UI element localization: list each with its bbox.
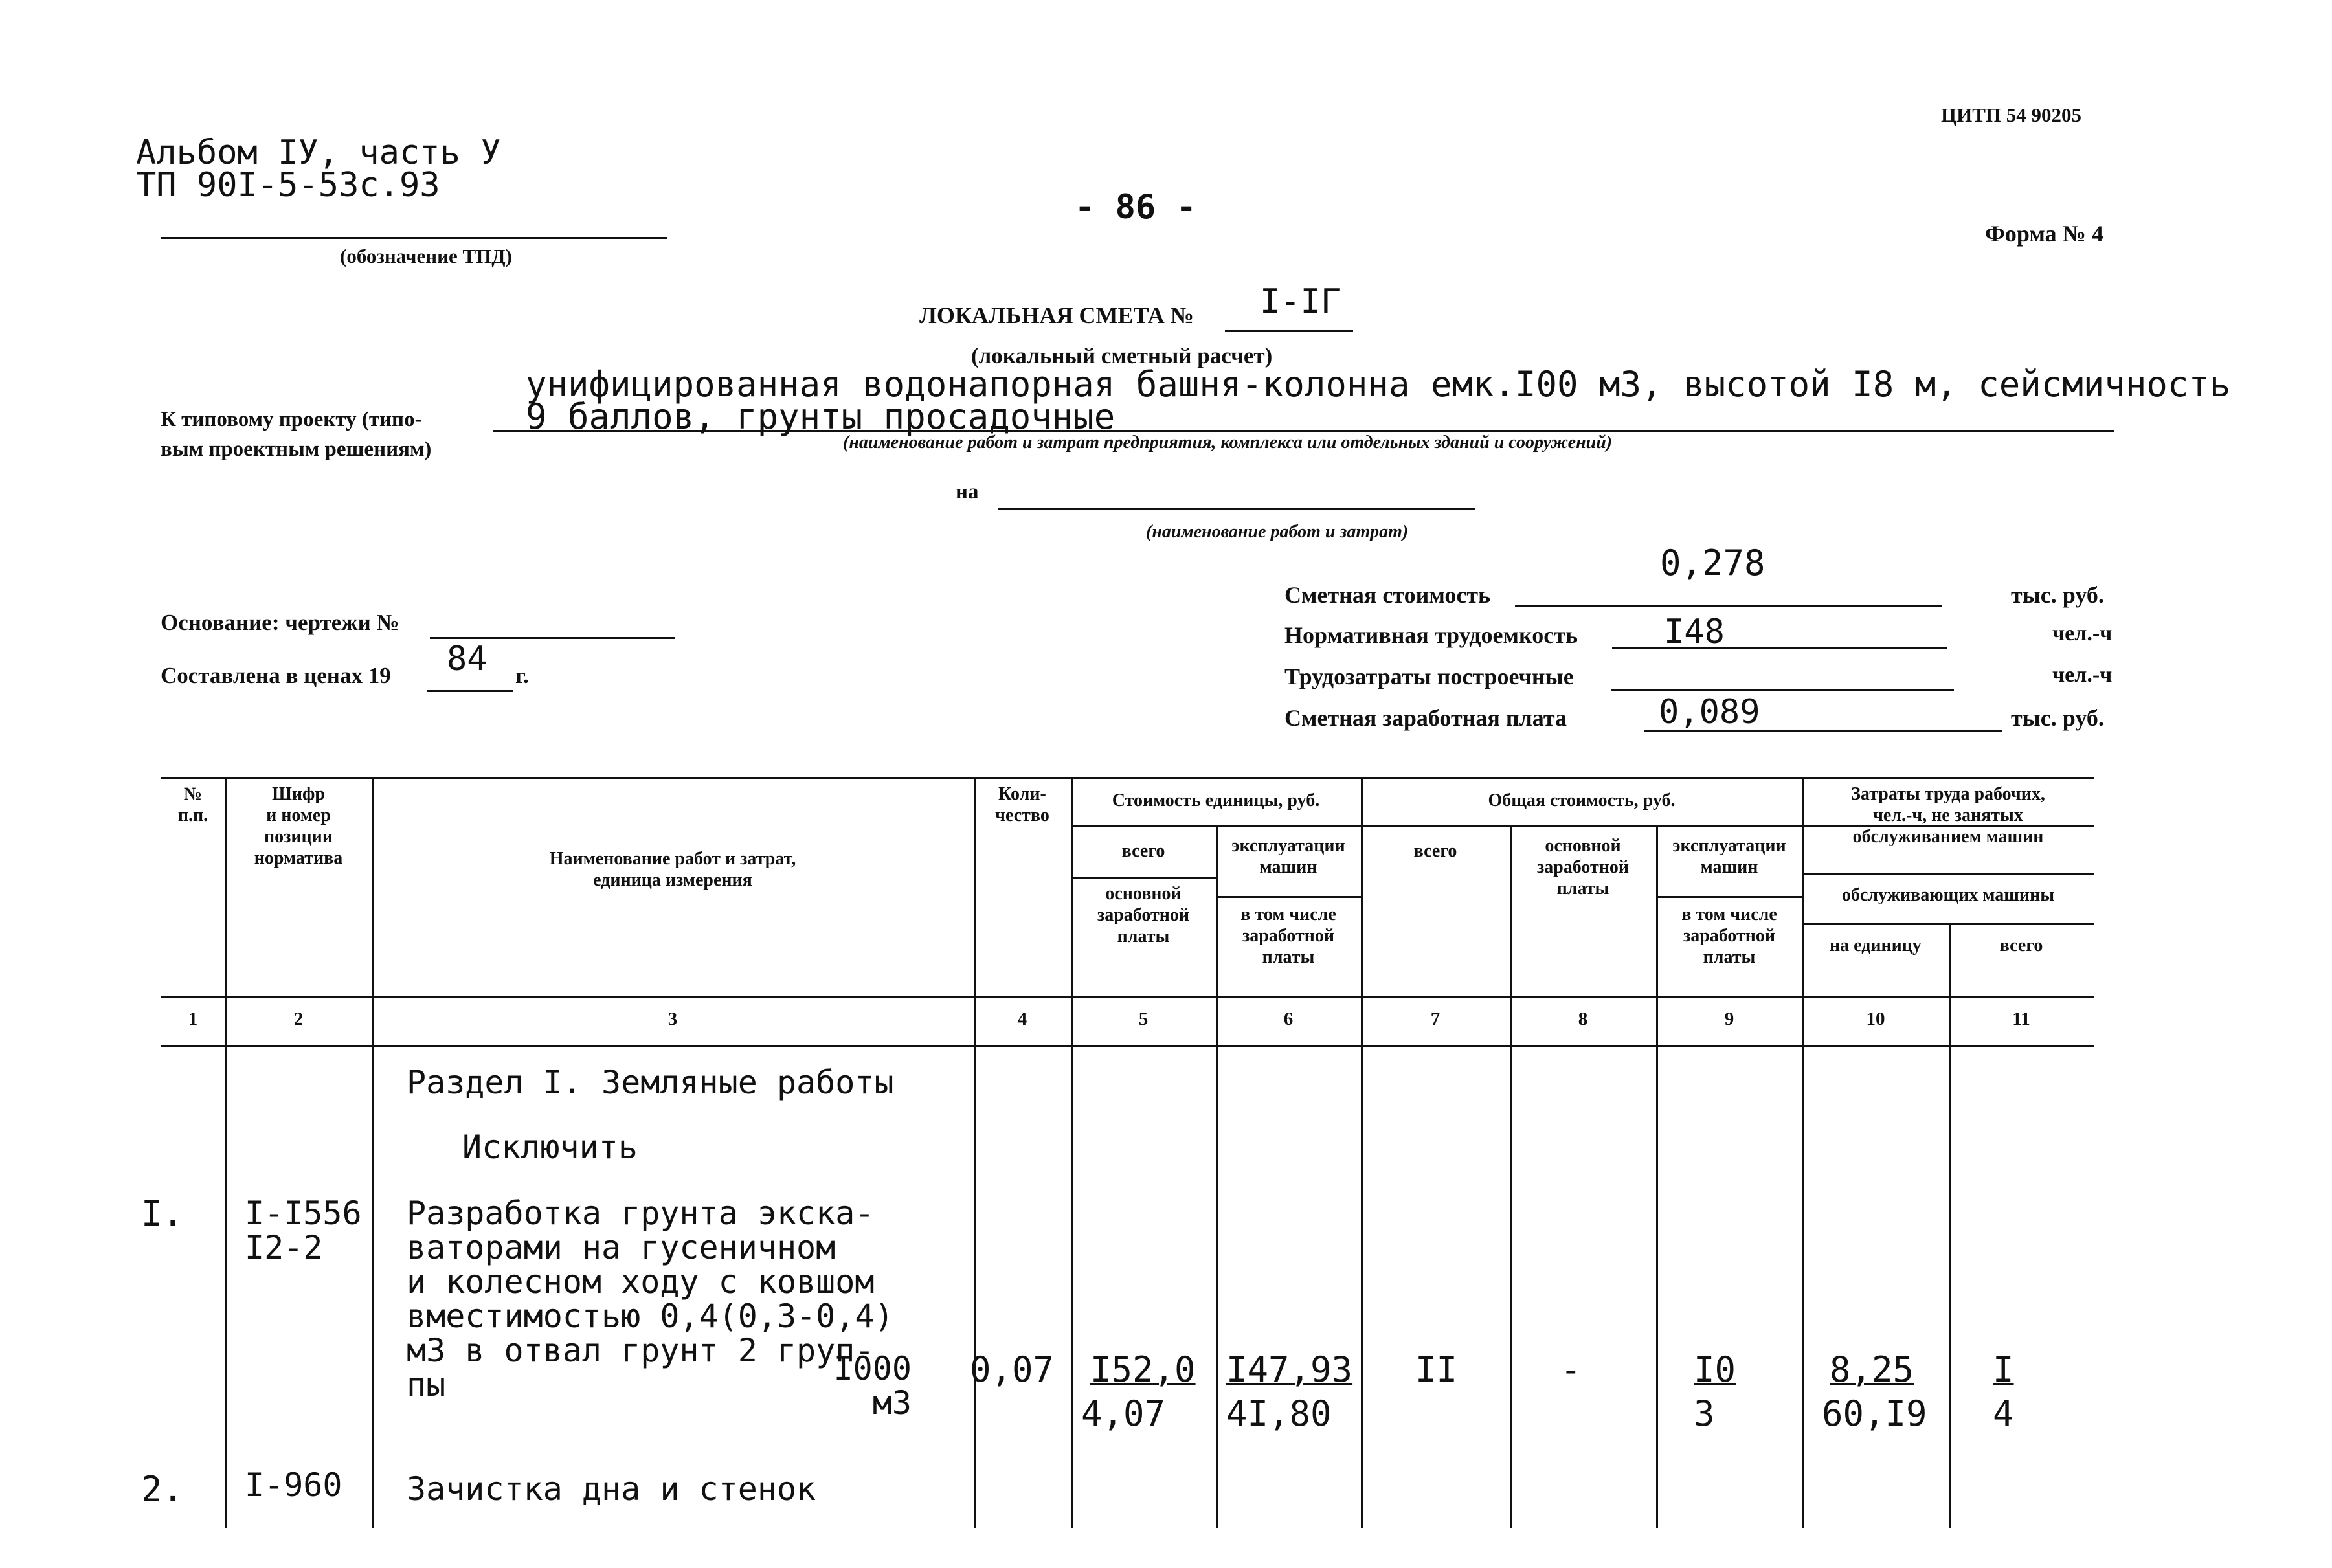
colnum-11: 11 [2012, 1009, 2030, 1029]
row1-unit-machwage: 4I,80 [1226, 1393, 1332, 1434]
colnum-4: 4 [1017, 1009, 1027, 1029]
colnum-2: 2 [293, 1009, 304, 1029]
cost-unit: тыс. руб. [2011, 582, 2104, 608]
row1-no: I. [141, 1193, 184, 1234]
row1-total-all: II [1415, 1349, 1458, 1390]
th-total-mach: эксплуатации машин [1672, 836, 1786, 877]
tp-label: ТП 90I-5-53с.93 [136, 166, 440, 205]
page-number: - 86 - [1075, 188, 1196, 227]
rule-labor-mach [1802, 873, 2094, 875]
row1-unit: I000 м3 [833, 1350, 912, 1422]
exclude-label: Исключить [462, 1128, 638, 1166]
project-name-line1: унифицированная водонапорная башня-колонна емк.I00 м3, высотой I8 м, сейсмичность [526, 364, 2231, 405]
row2-code: I-960 [245, 1466, 342, 1504]
row1-all: I [1993, 1349, 2014, 1390]
wage-label: Сметная заработная плата [1284, 705, 1567, 731]
labor-label: Нормативная трудоемкость [1284, 622, 1578, 648]
cost-label: Сметная стоимость [1284, 582, 1491, 608]
rule-total-mach-wage [1656, 896, 1802, 898]
project-name-line2: 9 баллов, грунты просадочные [526, 396, 1116, 437]
th-code: Шифр и номер позиции норматива [254, 784, 343, 868]
colnum-1: 1 [188, 1009, 198, 1029]
album-label: Альбом IУ, часть У [136, 133, 501, 172]
th-total-wage: основной заработной платы [1536, 836, 1630, 899]
build-unit: чел.-ч [2052, 663, 2113, 687]
row1-name: Разработка грунта экска- ваторами на гусеничном и колесном ходу с ковшом вместимостью 0,4(0,3-0,4) м3 в отвал грунт 2 груп- пы [407, 1194, 894, 1404]
estimate-subtitle: (локальный сметный расчет) [971, 343, 1273, 368]
row1-per-unit: 8,25 [1830, 1349, 1914, 1390]
estimate-number: I-IГ [1260, 282, 1341, 321]
tpd-caption: (обозначение ТПД) [340, 245, 512, 267]
th-no: № п.п. [177, 784, 208, 825]
cost-value: 0,278 [1660, 543, 1766, 583]
form-label: Форма № 4 [1985, 221, 2103, 247]
section-title: Раздел I. Земляные работы [407, 1064, 894, 1101]
colnum-10: 10 [1866, 1009, 1885, 1029]
row1-total-machwage: 3 [1694, 1393, 1715, 1434]
labor-line [1612, 647, 1947, 649]
th-qty: Коли- чество [995, 784, 1049, 825]
th-name: Наименование работ и затрат, единица измерения [549, 849, 796, 890]
row1-all-2: 4 [1993, 1393, 2014, 1434]
colnum-3: 3 [667, 1009, 678, 1029]
prices-year-line [427, 690, 513, 692]
project-prefix-line1: К типовому проекту (типо- [161, 408, 422, 431]
wage-line [1644, 730, 2002, 732]
row1-total-wage: - [1560, 1349, 1582, 1390]
col-rule-1 [225, 777, 227, 1528]
colnum-5: 5 [1138, 1009, 1149, 1029]
stamp: ЦИТП 54 90205 [1941, 104, 2082, 126]
th-labor-mach: обслуживающих машины [1841, 885, 2055, 905]
row1-per-unit-2: 60,I9 [1822, 1393, 1927, 1434]
estimate-title: ЛОКАЛЬНАЯ СМЕТА № [919, 302, 1194, 328]
basis-label: Основание: чертежи № [161, 610, 399, 635]
project-prefix-line2: вым проектным решениям) [161, 438, 432, 461]
colnum-9: 9 [1724, 1009, 1734, 1029]
build-line [1611, 689, 1954, 691]
prices-label: Составлена в ценах 19 [161, 663, 391, 688]
th-unit-mach: эксплуатации машин [1231, 836, 1345, 877]
th-total-cost: Общая стоимость, руб. [1488, 790, 1676, 811]
project-line [493, 430, 2114, 432]
rule-unit-wage [1071, 877, 1216, 879]
rule-mach-wage [1216, 896, 1361, 898]
build-label: Трудозатраты построечные [1284, 664, 1574, 689]
th-total-all: всего [1413, 841, 1457, 861]
row1-qty: 0,07 [970, 1349, 1055, 1390]
row1-unit-mach: I47,93 [1226, 1349, 1353, 1390]
estimate-number-line [1225, 330, 1353, 332]
na-caption: (наименование работ и затрат) [1146, 522, 1409, 542]
th-all: всего [1999, 935, 2043, 956]
colnum-7: 7 [1430, 1009, 1441, 1029]
th-labor: Затраты труда рабочих, чел.-ч, не занятых обслуживанием машин [1851, 784, 2045, 847]
col-rule-6 [1361, 777, 1363, 1528]
cost-line [1515, 605, 1942, 607]
row1-unit-wage: 4,07 [1081, 1393, 1166, 1434]
na-label: на [956, 480, 979, 504]
na-line [998, 508, 1475, 510]
th-total-machwage: в том числе заработной платы [1681, 904, 1777, 967]
row1-code: I-I556 I2-2 [245, 1194, 362, 1266]
colnum-8: 8 [1578, 1009, 1588, 1029]
row2-name: Зачистка дна и стенок [407, 1470, 816, 1508]
labor-unit: чел.-ч [2052, 622, 2113, 645]
prices-year: 84 [447, 640, 488, 678]
col-rule-3 [974, 777, 976, 1528]
wage-value: 0,089 [1659, 693, 1760, 732]
row2-no: 2. [141, 1469, 184, 1510]
th-unit-cost: Стоимость единицы, руб. [1112, 790, 1320, 811]
basis-line [430, 637, 675, 639]
wage-unit: тыс. руб. [2011, 705, 2104, 731]
project-caption: (наименование работ и затрат предприятия, комплекса или отдельных зданий и сооружений) [843, 432, 1613, 453]
prices-suffix: г. [515, 663, 529, 688]
colnum-6: 6 [1283, 1009, 1294, 1029]
th-unit-wage: основной заработной платы [1097, 884, 1190, 946]
th-per-unit: на единицу [1830, 935, 1922, 956]
tpd-line [161, 237, 667, 239]
row1-total-mach: I0 [1694, 1349, 1736, 1390]
row1-unit-total: I52,0 [1090, 1349, 1196, 1390]
col-rule-7 [1510, 825, 1512, 1528]
th-unit-machwage: в том числе заработной платы [1240, 904, 1336, 967]
th-unit-total: всего [1121, 841, 1165, 861]
estimate-table [141, 768, 2094, 1528]
labor-value: I48 [1664, 612, 1725, 651]
rule-labor-sub [1802, 923, 2094, 925]
